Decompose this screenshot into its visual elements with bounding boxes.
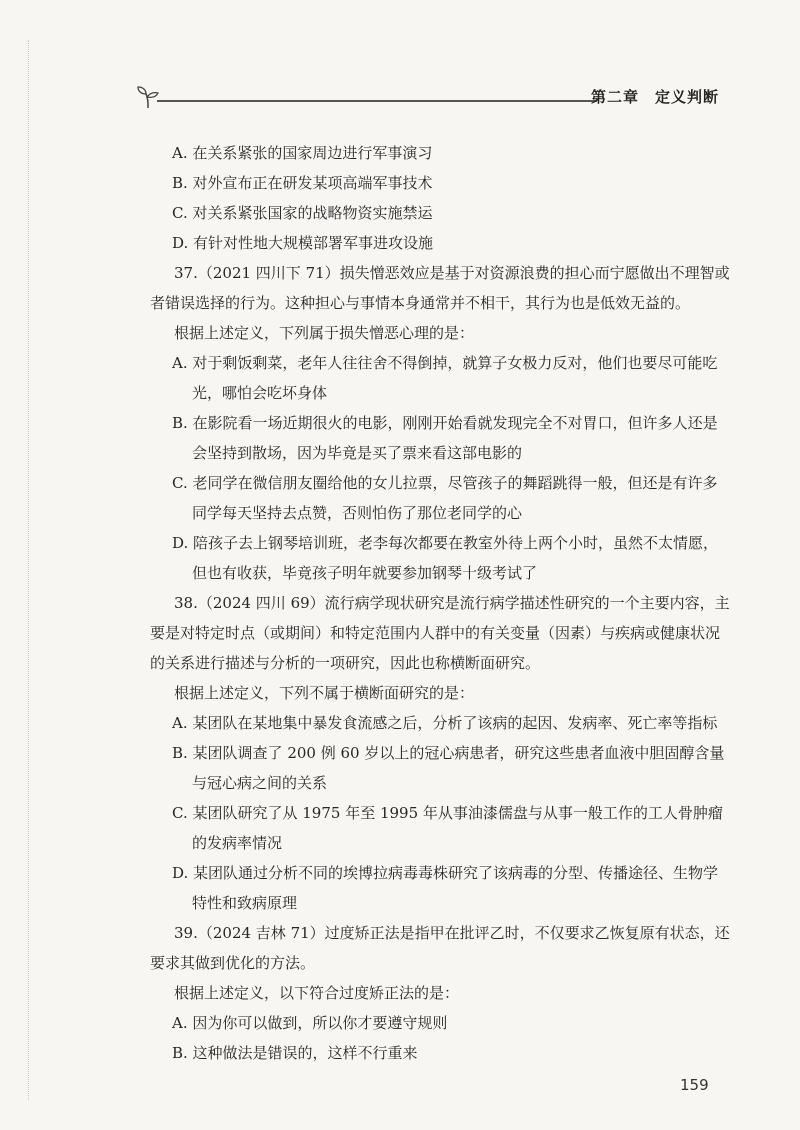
scan-edge-marks <box>28 40 30 1100</box>
chapter-title: 定义判断 <box>655 88 720 106</box>
question-37-prompt: 根据上述定义，下列属于损失憎恶心理的是： <box>174 324 475 342</box>
question-38-prompt: 根据上述定义，下列不属于横断面研究的是： <box>174 684 475 702</box>
question-37-option-c: C. 老同学在微信朋友圈给他的女儿拉票，尽管孩子的舞蹈跳得一般，但还是有许多同学每天坚持去点赞，否则怕伤了那位老同学的心 <box>172 474 718 522</box>
question-38-option-a: A. 某团队在某地集中暴发食流感之后，分析了该病的起因、发病率、死亡率等指标 <box>172 714 718 732</box>
header-rule <box>157 100 597 102</box>
chapter-heading <box>591 86 719 107</box>
sprout-icon <box>135 84 161 110</box>
question-39-stem: 39.（2024 吉林 71）过度矫正法是指甲在批评乙时，不仅要求乙恢复原有状态，还要求其做到优化的方法。 <box>150 924 730 972</box>
question-39-option-b: B. 这种做法是错误的，这样不行重来 <box>172 1044 418 1062</box>
question-39-option-a: A. 因为你可以做到，所以你才要遵守规则 <box>172 1014 448 1032</box>
prev-option-a: A. 在关系紧张的国家周边进行军事演习 <box>172 144 433 162</box>
prev-option-d: D. 有针对性地大规模部署军事进攻设施 <box>172 234 434 252</box>
question-37-option-d: D. 陪孩子去上钢琴培训班，老李每次都要在教室外待上两个小时，虽然不太情愿，但也有收获，毕竟孩子明年就要参加钢琴十级考试了 <box>172 534 719 582</box>
question-37-option-a: A. 对于剩饭剩菜，老年人往往舍不得倒掉，就算子女极力反对，他们也要尽可能吃光，哪怕会吃坏身体 <box>172 354 718 402</box>
prev-option-b: B. 对外宣布正在研发某项高端军事技术 <box>172 174 433 192</box>
question-37-stem: 37.（2021 四川下 71）损失憎恶效应是基于对资源浪费的担心而宁愿做出不理智或者错误选择的行为。这种担心与事情本身通常并不相干，其行为也是低效无益的。 <box>150 264 730 312</box>
page-header <box>135 84 730 114</box>
question-38-option-c: C. 某团队研究了从 1975 年至 1995 年从事油漆儒盘与从事一般工作的工人骨肿瘤的发病率情况 <box>172 804 723 852</box>
question-38-option-d: D. 某团队通过分析不同的埃博拉病毒毒株研究了该病毒的分型、传播途径、生物学特性和致病原理 <box>172 864 719 912</box>
page-number: 159 <box>680 1076 709 1094</box>
question-38-option-b: B. 某团队调查了 200 例 60 岁以上的冠心病患者，研究这些患者血液中胆固醇含量与冠心病之间的关系 <box>172 744 725 792</box>
question-37-option-b: B. 在影院看一场近期很火的电影，刚刚开始看就发现完全不对胃口，但许多人还是会坚持到散场，因为毕竟是买了票来看这部电影的 <box>172 414 718 462</box>
question-38-stem: 38.（2024 四川 69）流行病学现状研究是流行病学描述性研究的一个主要内容，主要是对特定时点（或期间）和特定范围内人群中的有关变量（因素）与疾病或健康状况的关系进行描述与分析的一项研究，因此也称横断面研究。 <box>150 594 730 672</box>
chapter-number: 第二章 <box>591 88 640 106</box>
page-body <box>150 138 730 1068</box>
prev-option-c: C. 对关系紧张国家的战略物资实施禁运 <box>172 204 433 222</box>
question-39-prompt: 根据上述定义，以下符合过度矫正法的是： <box>174 984 460 1002</box>
